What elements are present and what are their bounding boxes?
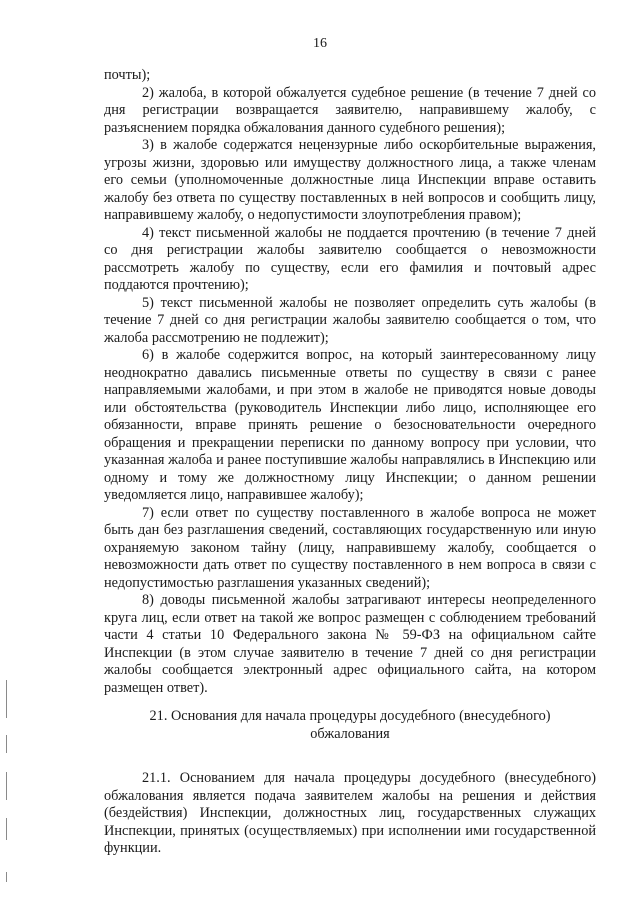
paragraph-item-5: 5) текст письменной жалобы не позволяет определить суть жалобы (в течение 7 дней со дня регистрации жалобы заявителю сообщается о том, что жалоба рассмотрению не подлежит); [104, 294, 596, 346]
paragraph-item-4: 4) текст письменной жалобы не поддается прочтению (в течение 7 дней со дня регистрации жалобы заявителю сообщается о невозможности рассмотреть жалобу по существу, если его фамилия и почтовый адрес поддаются прочтению); [104, 224, 596, 293]
paragraph-continuation: почты); [104, 67, 151, 83]
section-heading [104, 708, 596, 743]
section-heading-line-2: обжалования [310, 725, 390, 742]
page-number: 16 [313, 36, 327, 51]
section-heading-line-1: 21. Основания для начала процедуры досудебного (внесудебного) [149, 708, 551, 724]
document-body-top [104, 67, 596, 697]
paragraph-item-2: 2) жалоба, в которой обжалуется судебное решение (в течение 7 дней со дня регистрации возвращается заявителю, направившему жалобу, с разъяснением порядка обжалования данного судебного решения); [104, 84, 596, 136]
document-body-bottom [104, 770, 596, 858]
paragraph-item-8: 8) доводы письменной жалобы затрагивают интересы неопределенного круга лиц, если ответ на такой же вопрос размещен с соблюдением требований части 4 статьи 10 Федерального закона № 59-ФЗ на официальном сайте Инспекции (в этом случае заявителю в течение 7 дней со дня регистрации жалобы сообщается электронный адрес официального сайта, на котором размещен ответ). [104, 592, 596, 696]
paragraph-21-1: 21.1. Основанием для начала процедуры досудебного (внесудебного) обжалования является подача заявителем жалобы на решения и действия (бездействия) Инспекции, должностных лиц, государственных служащих Инспекции, принятых (осуществляемых) при исполнении ими государственной функции. [104, 770, 596, 856]
paragraph-item-7: 7) если ответ по существу поставленного в жалобе вопроса не может быть дан без разглашения сведений, составляющих государственную или иную охраняемую законом тайну (лицу, направившему жалобу, сообщается о невозможности дать ответ по существу поставленного в нем вопроса в связи с недопустимостью разглашения указанных сведений); [104, 504, 596, 591]
paragraph-item-6: 6) в жалобе содержится вопрос, на который заинтересованному лицу неоднократно давались письменные ответы по существу в связи с ранее направляемыми жалобами, и при этом в жалобе не приводятся новые доводы или обстоятельства (руководитель Инспекции либо лицо, исполняющее его обязанности, вправе принять решение о безосновательности очередного обращения и прекращении переписки по данному вопросу при условии, что указанная жалоба и ранее поступившие жалобы направлялись в Инспекцию или одному и тому же должностному лицу Инспекции; о данном решении уведомляется лицо, направившее жалобу); [104, 347, 596, 503]
paragraph-item-3: 3) в жалобе содержатся нецензурные либо оскорбительные выражения, угрозы жизни, здоровью или имуществу должностного лица, а также членам его семьи (уполномоченные должностные лица Инспекции вправе оставить жалобу без ответа по существу поставленных в ней вопросов и сообщить лицу, направившему жалобу, о недопустимости злоупотребления правом); [104, 137, 596, 223]
binding-margin-marks [6, 0, 10, 905]
